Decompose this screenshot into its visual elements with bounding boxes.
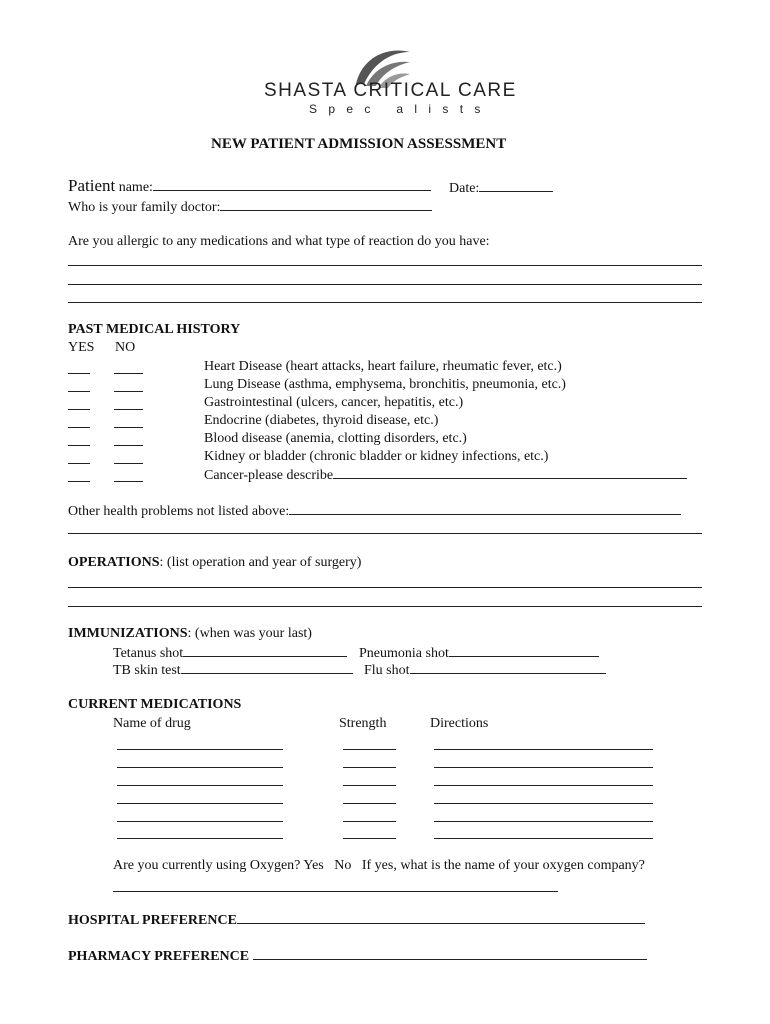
pneumonia-field[interactable] bbox=[449, 644, 599, 657]
family-doctor-label: Who is your family doctor: bbox=[68, 200, 221, 215]
allergy-line-2[interactable] bbox=[68, 284, 702, 285]
col-directions-header: Directions bbox=[430, 716, 489, 731]
page-title: NEW PATIENT ADMISSION ASSESSMENT bbox=[211, 136, 507, 152]
drug-field[interactable] bbox=[117, 785, 283, 786]
tb-row bbox=[113, 661, 353, 679]
other-health-label: Other health problems not listed above: bbox=[68, 504, 290, 519]
immunizations-heading: IMMUNIZATIONS bbox=[68, 626, 188, 641]
pneumonia-label: Pneumonia shot bbox=[359, 646, 449, 661]
operations-line-2[interactable] bbox=[68, 606, 702, 607]
tb-label: TB skin test bbox=[113, 663, 181, 678]
other-health-line-2[interactable] bbox=[68, 533, 702, 534]
strength-field[interactable] bbox=[343, 767, 396, 768]
yes-field[interactable] bbox=[68, 373, 90, 374]
directions-field[interactable] bbox=[434, 803, 653, 804]
strength-field[interactable] bbox=[343, 838, 396, 839]
drug-field[interactable] bbox=[117, 749, 283, 750]
condition-cancer-row bbox=[204, 466, 687, 484]
medications-heading: CURRENT MEDICATIONS bbox=[68, 697, 242, 712]
condition-lung: Lung Disease (asthma, emphysema, bronchitis, pneumonia, etc.) bbox=[204, 377, 566, 392]
drug-field[interactable] bbox=[117, 838, 283, 839]
operations-heading: OPERATIONS bbox=[68, 555, 160, 570]
yes-field[interactable] bbox=[68, 481, 90, 482]
patient-name-label: name: bbox=[115, 180, 153, 195]
yes-field[interactable] bbox=[68, 463, 90, 464]
no-field[interactable] bbox=[114, 373, 143, 374]
family-doctor-field[interactable] bbox=[220, 198, 432, 211]
cancer-describe-field[interactable] bbox=[333, 466, 687, 479]
oxygen-question: Are you currently using Oxygen? Yes No If yes, what is the name of your oxygen company? bbox=[113, 858, 645, 873]
col-drug-header: Name of drug bbox=[113, 716, 191, 731]
operations-note: : (list operation and year of surgery) bbox=[159, 555, 362, 570]
pharmacy-pref-label: PHARMACY PREFERENCE bbox=[68, 949, 250, 964]
no-field[interactable] bbox=[114, 409, 143, 410]
other-health-row bbox=[68, 502, 681, 520]
allergy-line-3[interactable] bbox=[68, 302, 702, 303]
hospital-pref-label: HOSPITAL PREFERENCE bbox=[68, 913, 237, 928]
logo-name: SHASTA CRITICAL CARE bbox=[264, 80, 517, 101]
immunizations-row bbox=[68, 626, 312, 642]
directions-field[interactable] bbox=[434, 785, 653, 786]
strength-field[interactable] bbox=[343, 821, 396, 822]
tetanus-row bbox=[113, 644, 347, 662]
strength-field[interactable] bbox=[343, 803, 396, 804]
strength-field[interactable] bbox=[343, 749, 396, 750]
no-field[interactable] bbox=[114, 427, 143, 428]
condition-endocrine: Endocrine (diabetes, thyroid disease, etc.) bbox=[204, 413, 439, 428]
condition-heart: Heart Disease (heart attacks, heart failure, rheumatic fever, etc.) bbox=[204, 359, 562, 374]
operations-line-1[interactable] bbox=[68, 587, 702, 588]
pmh-no-label: NO bbox=[115, 340, 136, 355]
allergy-question: Are you allergic to any medications and what type of reaction do you have: bbox=[68, 234, 490, 249]
flu-row bbox=[364, 661, 606, 679]
flu-label: Flu shot bbox=[364, 663, 410, 678]
directions-field[interactable] bbox=[434, 838, 653, 839]
immunizations-note: : (when was your last) bbox=[187, 626, 312, 641]
other-health-field[interactable] bbox=[289, 502, 681, 515]
patient-label: Patient bbox=[68, 176, 116, 195]
no-field[interactable] bbox=[114, 481, 143, 482]
flu-field[interactable] bbox=[410, 661, 606, 674]
yes-field[interactable] bbox=[68, 445, 90, 446]
family-doctor-row bbox=[68, 198, 432, 216]
patient-name-field[interactable] bbox=[153, 178, 431, 191]
oxygen-company-field[interactable] bbox=[113, 891, 558, 892]
condition-kidney: Kidney or bladder (chronic bladder or kidney infections, etc.) bbox=[204, 449, 549, 464]
no-field[interactable] bbox=[114, 445, 143, 446]
pharmacy-pref-field[interactable] bbox=[253, 947, 647, 960]
allergy-line-1[interactable] bbox=[68, 265, 702, 266]
logo-tagline: S p e c a l i s t s bbox=[309, 102, 485, 116]
directions-field[interactable] bbox=[434, 749, 653, 750]
pmh-yes-label: YES bbox=[68, 340, 95, 355]
operations-row bbox=[68, 555, 361, 571]
date-row bbox=[449, 179, 553, 197]
yes-field[interactable] bbox=[68, 391, 90, 392]
condition-blood: Blood disease (anemia, clotting disorders, etc.) bbox=[204, 431, 467, 446]
directions-field[interactable] bbox=[434, 767, 653, 768]
yes-field[interactable] bbox=[68, 409, 90, 410]
yes-field[interactable] bbox=[68, 427, 90, 428]
date-field[interactable] bbox=[479, 179, 553, 192]
condition-gi: Gastrointestinal (ulcers, cancer, hepatitis, etc.) bbox=[204, 395, 464, 410]
no-field[interactable] bbox=[114, 463, 143, 464]
tetanus-field[interactable] bbox=[183, 644, 347, 657]
date-label: Date: bbox=[449, 181, 480, 196]
tetanus-label: Tetanus shot bbox=[113, 646, 184, 661]
pneumonia-row bbox=[359, 644, 599, 662]
pharmacy-pref-row bbox=[68, 947, 647, 965]
strength-field[interactable] bbox=[343, 785, 396, 786]
patient-name-row bbox=[68, 176, 431, 196]
drug-field[interactable] bbox=[117, 767, 283, 768]
tb-field[interactable] bbox=[181, 661, 353, 674]
pmh-heading: PAST MEDICAL HISTORY bbox=[68, 322, 241, 337]
drug-field[interactable] bbox=[117, 803, 283, 804]
hospital-pref-row bbox=[68, 911, 645, 929]
col-strength-header: Strength bbox=[339, 716, 387, 731]
hospital-pref-field[interactable] bbox=[237, 911, 645, 924]
directions-field[interactable] bbox=[434, 821, 653, 822]
condition-cancer: Cancer-please describe bbox=[204, 468, 334, 483]
no-field[interactable] bbox=[114, 391, 143, 392]
drug-field[interactable] bbox=[117, 821, 283, 822]
